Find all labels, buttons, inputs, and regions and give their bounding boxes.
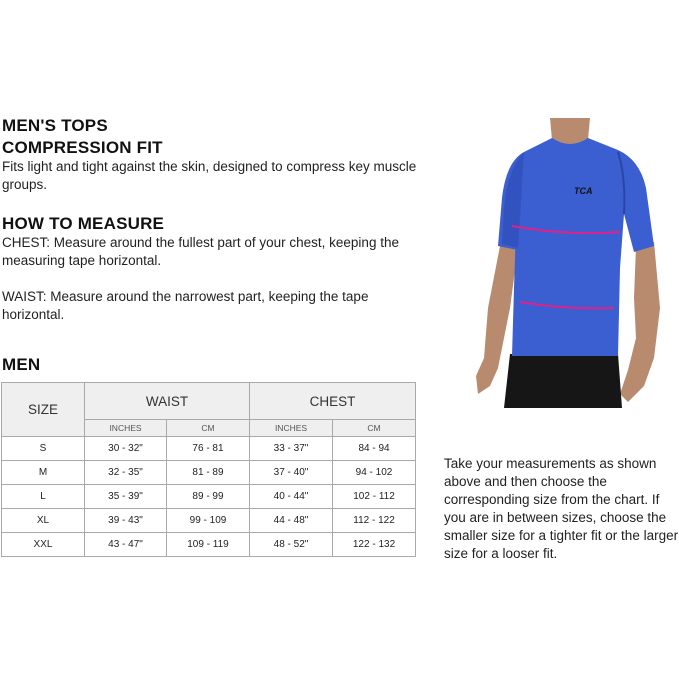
- table-header-row: [2, 383, 416, 420]
- waist-inches-cell: 39 - 43": [85, 509, 167, 533]
- chest-cm-cell: 112 - 122: [333, 509, 416, 533]
- size-chart-table: [1, 382, 416, 557]
- size-cell: S: [2, 437, 85, 461]
- chest-inches-header: INCHES: [250, 420, 333, 437]
- model-shorts: [504, 354, 622, 408]
- table-row: [2, 533, 416, 557]
- chest-inches-cell: 33 - 37": [250, 437, 333, 461]
- waist-cm-cell: 81 - 89: [167, 461, 250, 485]
- chest-cm-cell: 84 - 94: [333, 437, 416, 461]
- measure-title: HOW TO MEASURE: [2, 214, 165, 233]
- chest-inches-cell: 37 - 40": [250, 461, 333, 485]
- size-cell: M: [2, 461, 85, 485]
- chest-cm-cell: 102 - 112: [333, 485, 416, 509]
- waist-cm-header: CM: [167, 420, 250, 437]
- waist-cm-cell: 76 - 81: [167, 437, 250, 461]
- table-row: [2, 461, 416, 485]
- size-cell: L: [2, 485, 85, 509]
- waist-inches-cell: 35 - 39": [85, 485, 167, 509]
- size-header: SIZE: [2, 383, 85, 437]
- waist-instructions: WAIST: Measure around the narrowest part, keeping the tape horizontal.: [2, 289, 369, 322]
- shirt-logo: TCA: [574, 186, 593, 196]
- model-arm-right: [620, 242, 660, 402]
- waist-header: WAIST: [85, 383, 250, 420]
- chest-instructions: CHEST: Measure around the fullest part of your chest, keeping the measuring tape horizontal.: [2, 235, 399, 268]
- table-row: [2, 485, 416, 509]
- chest-inches-cell: 44 - 48": [250, 509, 333, 533]
- page-title: MEN'S TOPS: [2, 116, 108, 135]
- chest-inches-cell: 48 - 52": [250, 533, 333, 557]
- table-row: [2, 509, 416, 533]
- waist-inches-cell: 30 - 32": [85, 437, 167, 461]
- waist-cm-cell: 99 - 109: [167, 509, 250, 533]
- fit-title: COMPRESSION FIT: [2, 138, 163, 157]
- chest-cm-header: CM: [333, 420, 416, 437]
- size-cell: XXL: [2, 533, 85, 557]
- table-row: [2, 437, 416, 461]
- section-title-men: MEN: [2, 355, 41, 374]
- size-selection-note: Take your measurements as shown above and then choose the corresponding size from the chart. If you are in between sizes, choose the smaller size for a tighter fit or the larger size for a looser fit.: [444, 456, 679, 561]
- waist-inches-cell: 43 - 47": [85, 533, 167, 557]
- chest-cm-cell: 122 - 132: [333, 533, 416, 557]
- waist-inches-header: INCHES: [85, 420, 167, 437]
- waist-cm-cell: 89 - 99: [167, 485, 250, 509]
- size-cell: XL: [2, 509, 85, 533]
- chest-header: CHEST: [250, 383, 416, 420]
- fit-description: Fits light and tight against the skin, designed to compress key muscle groups.: [2, 159, 417, 192]
- model-figure: [468, 118, 668, 408]
- chest-cm-cell: 94 - 102: [333, 461, 416, 485]
- waist-inches-cell: 32 - 35": [85, 461, 167, 485]
- chest-inches-cell: 40 - 44": [250, 485, 333, 509]
- waist-cm-cell: 109 - 119: [167, 533, 250, 557]
